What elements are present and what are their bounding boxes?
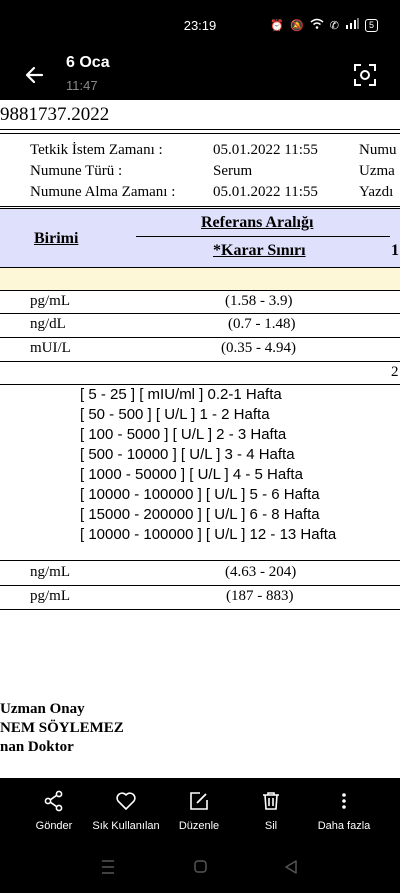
system-nav-bar: [0, 842, 400, 888]
lens-icon: [352, 62, 378, 88]
info-label: Tetkik İstem Zamanı :: [30, 142, 163, 158]
row-range: (0.35 - 4.94): [221, 340, 296, 356]
share-label: Gönder: [35, 820, 73, 832]
favorite-label: Sık Kullanılan: [92, 820, 160, 832]
more-label: Daha fazla: [317, 820, 371, 832]
call-icon: ✆: [329, 19, 339, 32]
recents-nav-icon[interactable]: [102, 861, 114, 873]
wifi-icon: [310, 18, 324, 32]
hcg-range: [ 500 - 10000 ] [ U/L ] 3 - 4 Hafta: [80, 446, 295, 463]
back-button[interactable]: [22, 62, 48, 88]
share-button[interactable]: [14, 790, 94, 832]
row-unit: ng/mL: [30, 564, 70, 580]
info-value: 05.01.2022 11:55: [213, 184, 318, 200]
hcg-range: [ 50 - 500 ] [ U/L ] 1 - 2 Hafta: [80, 406, 270, 423]
signature-line: NEM SÖYLEMEZ: [0, 720, 124, 736]
trash-icon: [260, 790, 282, 812]
back-arrow-icon: [22, 62, 48, 88]
document-image[interactable]: [0, 100, 400, 778]
info-label: Numune Alma Zamanı :: [30, 184, 176, 200]
info-right: Numu: [359, 142, 397, 158]
section-band: [0, 268, 400, 290]
alarm-icon: ⏰: [270, 19, 285, 32]
info-right: Uzma: [359, 163, 395, 179]
hcg-range: [ 10000 - 100000 ] [ U/L ] 5 - 6 Hafta: [80, 486, 320, 503]
photo-date: 6 Oca: [66, 54, 110, 71]
edit-icon: [188, 790, 210, 812]
photo-time: 11:47: [66, 78, 98, 93]
favorite-button[interactable]: [86, 790, 166, 832]
more-icon: [333, 790, 355, 812]
column-right-digit: 1: [391, 242, 399, 259]
hcg-range: [ 10000 - 100000 ] [ U/L ] 12 - 13 Hafta: [80, 526, 337, 543]
edit-button[interactable]: [159, 790, 239, 832]
row-unit: mUI/L: [30, 340, 71, 356]
battery-icon: 5: [365, 19, 378, 32]
share-icon: [43, 790, 65, 812]
hcg-range: [ 1000 - 50000 ] [ U/L ] 4 - 5 Hafta: [80, 466, 303, 483]
status-icons: [270, 16, 378, 34]
row-unit: pg/mL: [30, 588, 70, 604]
row-range: (0.7 - 1.48): [228, 316, 296, 332]
row-range: (187 - 883): [226, 588, 294, 604]
info-label: Numune Türü :: [30, 163, 123, 179]
edit-label: Düzenle: [178, 820, 220, 832]
row-unit: pg/mL: [30, 293, 70, 309]
back-nav-icon[interactable]: [286, 861, 296, 873]
info-value: 05.01.2022 11:55: [213, 142, 318, 158]
row-range: (1.58 - 3.9): [225, 293, 293, 309]
heart-icon: [115, 790, 137, 812]
delete-label: Sil: [264, 820, 278, 832]
hcg-range: [ 100 - 5000 ] [ U/L ] 2 - 3 Hafta: [80, 426, 287, 443]
row-range: (4.63 - 204): [225, 564, 297, 580]
column-decision-header: *Karar Sınırı: [213, 242, 306, 259]
status-time: 23:19: [183, 18, 217, 33]
lens-button[interactable]: [352, 62, 378, 88]
row-unit: ng/dL: [30, 316, 66, 332]
info-right: Yazdı: [359, 184, 394, 200]
signature-line: Uzman Onay: [0, 701, 85, 717]
row-right-digit: 2: [391, 364, 399, 380]
signal-icon: [345, 18, 359, 32]
column-ref-header: Referans Aralığı: [201, 214, 314, 231]
delete-button[interactable]: [231, 790, 311, 832]
column-unit-header: Birimi: [34, 230, 79, 247]
more-button[interactable]: [304, 790, 384, 832]
home-nav-icon[interactable]: [195, 861, 206, 872]
mute-icon: 🔕: [290, 19, 304, 32]
info-value: Serum: [213, 163, 253, 179]
report-id: 9881737.2022: [0, 104, 110, 125]
hcg-range: [ 15000 - 200000 ] [ U/L ] 6 - 8 Hafta: [80, 506, 320, 523]
signature-line: nan Doktor: [0, 739, 74, 755]
hcg-range: [ 5 - 25 ] [ mIU/ml ] 0.2-1 Hafta: [80, 386, 282, 403]
